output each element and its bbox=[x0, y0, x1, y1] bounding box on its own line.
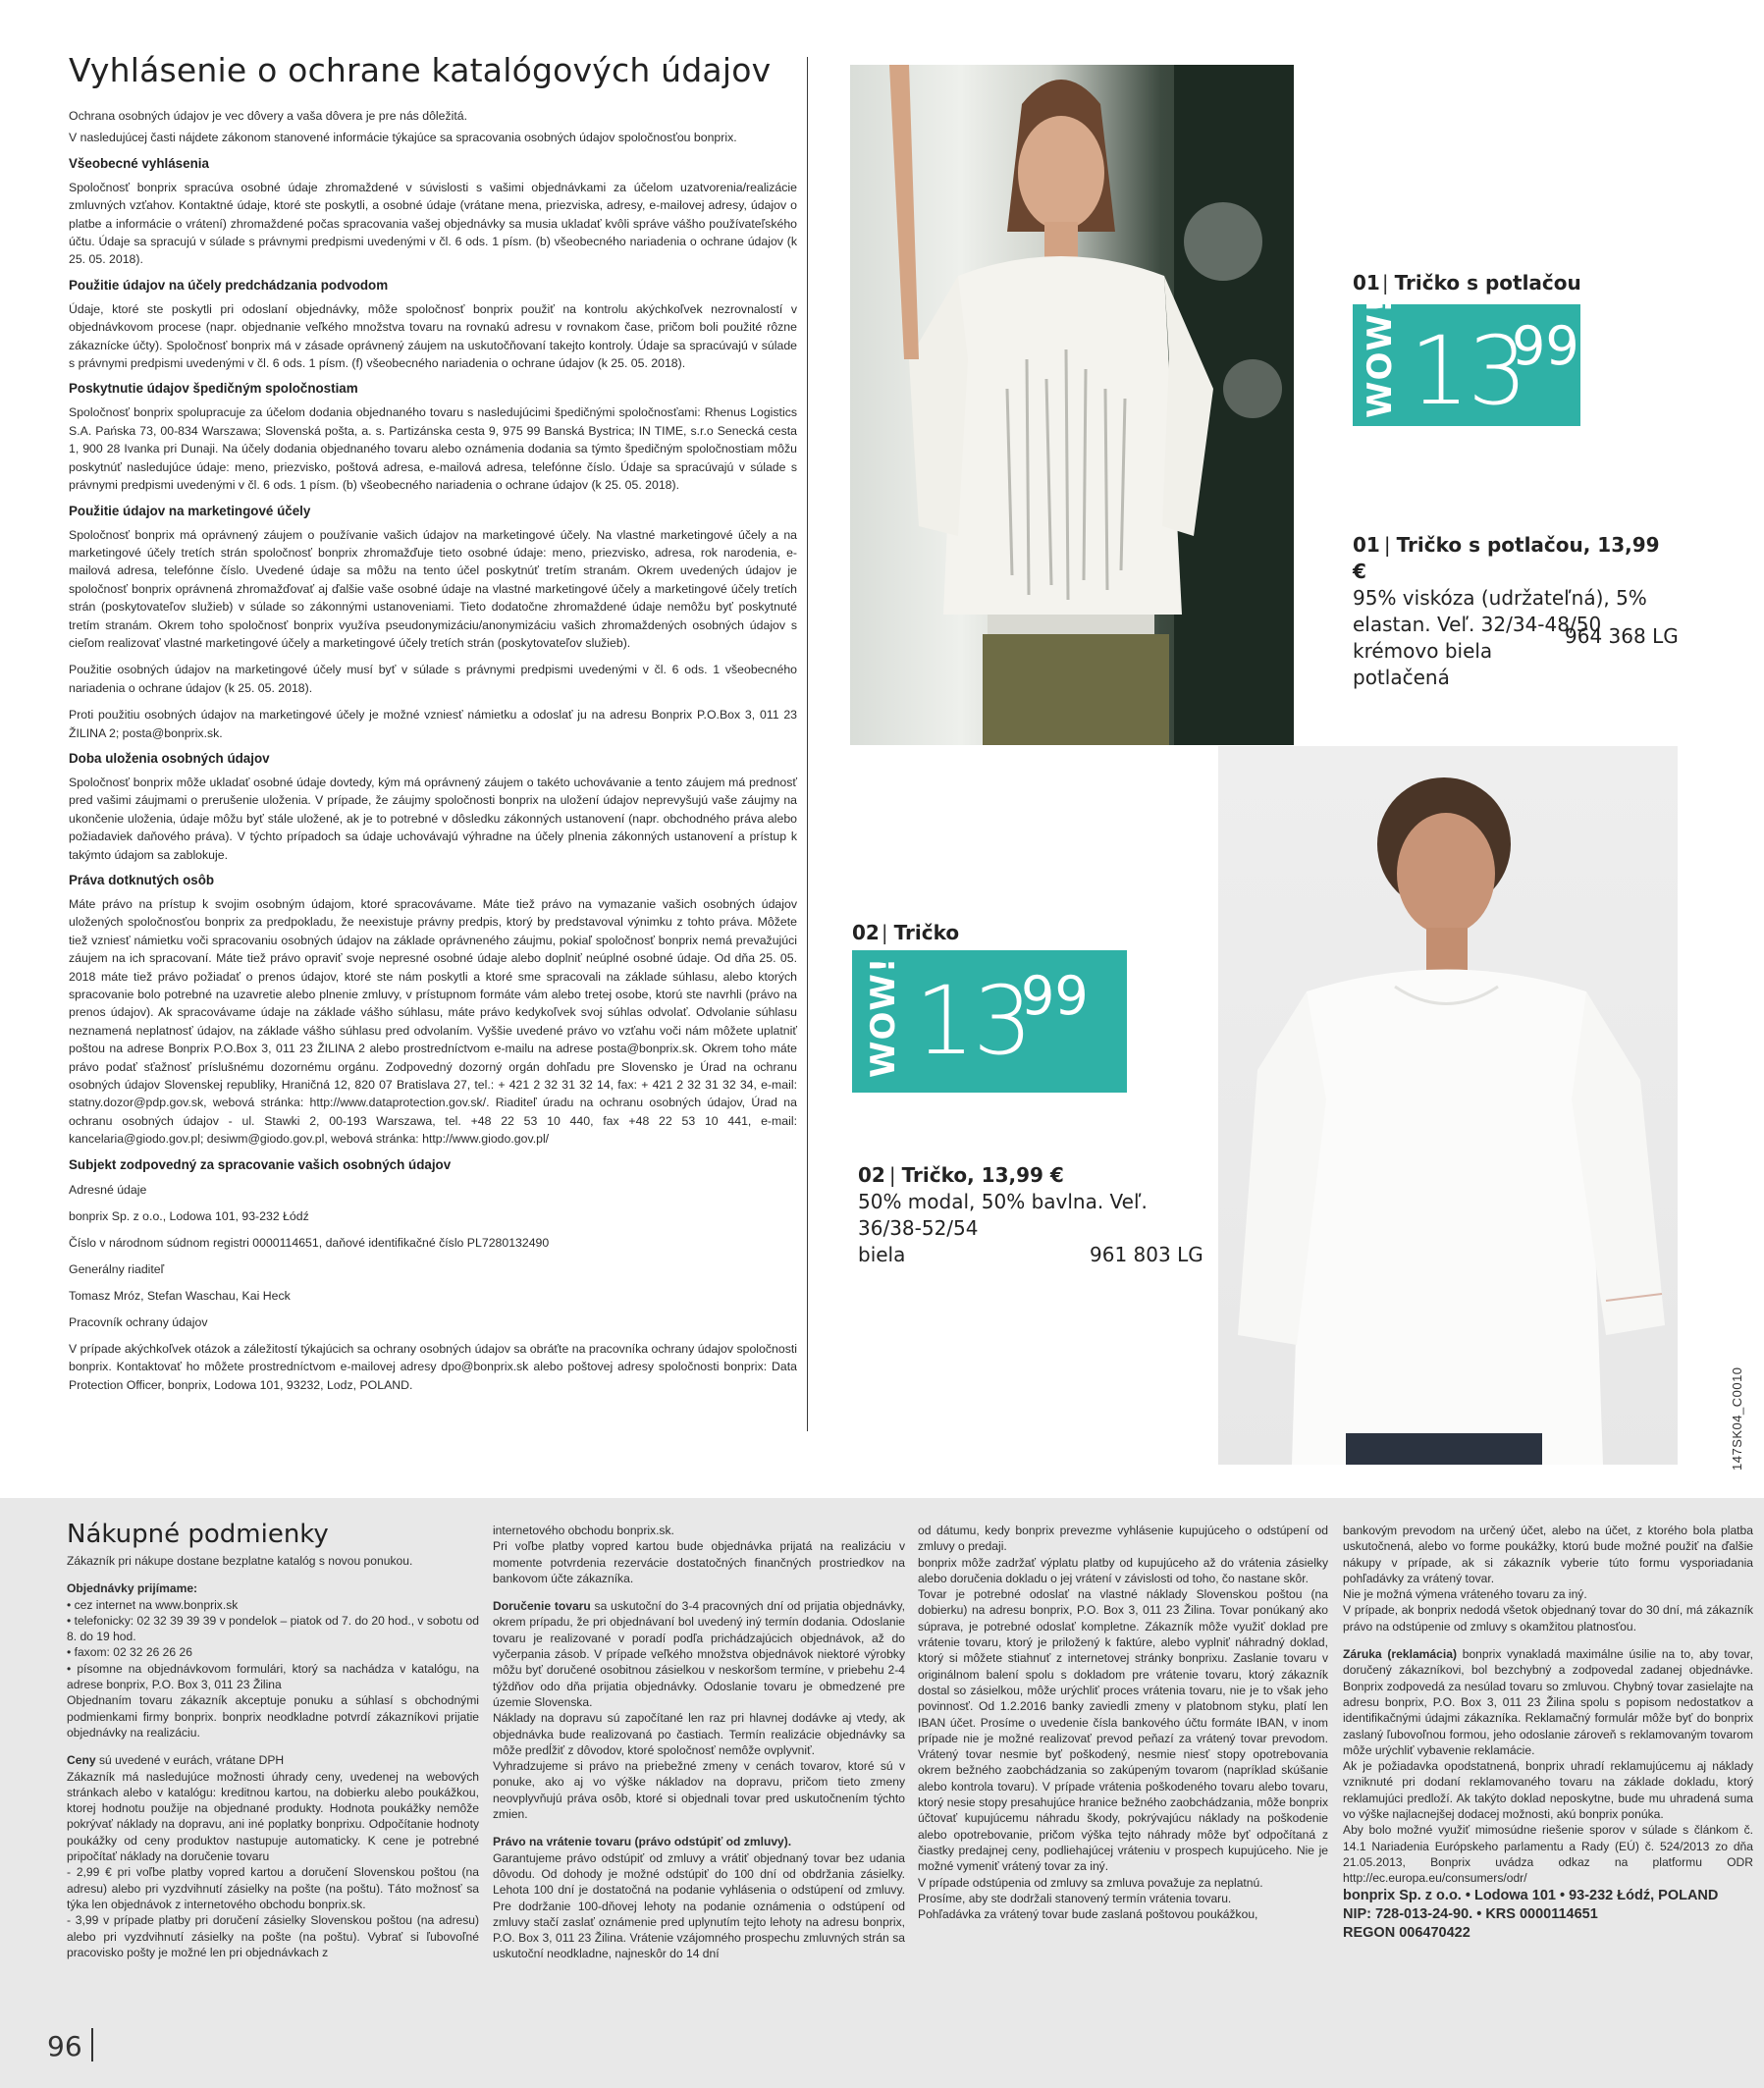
section-text: Spoločnosť bonprix má oprávnený záujem o používanie vašich údajov na marketingové účely. Na vlastné marketingové účely a na marketingové účely tretích strán spoločnosť bonprix zhromažďuje tieto osobné údaje: meno, priezvisko, adresa, rok narodenia, e-mailová adresa, telefónne číslo. Uvedené údaje sa môžu na tento účel poskytnúť tretím stranám. Okrem uvedených údajov je spoločnosť bonprix oprávnená zhromažďovať aj ďalšie vaše osobné údaje na vlastné marketingové účely a marketingové účely tretích strán (poskytovateľov služieb) v súlade so zákonnými ustanoveniami. Tieto dodatočne zhromaždené údaje nemôžu byť poskytnuté tretím stranám. Okrem toho spoločnosť bonprix využíva pseudonymizáciu/anonymizáciu vašich zhromaždených osobných údajov s cieľom realizovať vlastné marketingové účely a marketingové účely tretích strán (poskytovateľov služieb). bbox=[69, 527, 797, 650]
model-illustration-02 bbox=[1218, 746, 1678, 1465]
orders-heading: Objednávky prijímame: bbox=[67, 1581, 198, 1596]
delivery-text: sa uskutoční do 3-4 pracovných dní od prijatia objednávky, okrem prípadu, že pri objednávaní bol uvedený iný termín dodania. Odoslanie tovaru je realizované v poradí podľa prichádzajúcich objednávok, až do vyčerpania zásob. V prípade veľkého množstva objednávok niektoré výrobky môžu byť doručené osobitnou zásielkou v neskoršom termíne, v priebehu 2-4 týždňov odo dňa prijatia objednávky. Odoslanie tovaru je obmedzené pre územie Slovenska. bbox=[493, 1599, 905, 1709]
controller-line: Generálny riaditeľ bbox=[69, 1261, 165, 1276]
conditions-text: - 3,99 v prípade platby pri doručení zásielky Slovenskou poštou (na adresu) alebo pri vyzdvihnutí zásielky na pošte (na poštu). Vybrať si ľubovoľné pracovisko pošty je možné len pri objednávkach z bbox=[67, 1913, 479, 1959]
conditions-text: internetového obchodu bonprix.sk. bbox=[493, 1524, 674, 1537]
privacy-title: Vyhlásenie o ochrane katalógových údajov bbox=[69, 51, 772, 89]
section-heading: Doba uloženia osobných údajov bbox=[69, 750, 270, 766]
page-number-divider bbox=[91, 2028, 93, 2061]
product-code-02: 961 803 LG bbox=[1090, 1243, 1203, 1266]
conditions-text: Pri voľbe platby vopred kartou bude objednávka prijatá na realizáciu v momente potvrdenia rezervácie dostatočných finančných prostriedkov na bankovom účte zákazníka. bbox=[493, 1539, 905, 1585]
price-integer: 13 bbox=[1410, 316, 1526, 426]
price-cents: 99 bbox=[1512, 315, 1579, 377]
section-text: Spoločnosť bonprix spolupracuje za účelom dodania objednaného tovaru s nasledujúcimi špedičnými spoločnosťami: Rhenus Logistics S.A. Pańska 73, 00-834 Warszawa; Slovenská pošta, a. s. Partizánska cesta 9, 975 99 Banská Bystrica; IN TIME, s.r.o Senecká cesta 1, 900 28 Ivanka pri Dunaji. Na účely dodania objednaného tovaru alebo oznámenia dodania sa týmto špedičným spoločnostiam môžu poskytnúť nasledujúce údaje: meno, priezvisko, poštová adresa, e-mailová adresa, telefónne číslo. Údaje sa spracúvajú v súlade s právnymi predpismi uvedenými v čl. 6 ods. 1 písm. (b) všeobecného nariadenia o ochrane údajov (k 25. 05. 2018). bbox=[69, 405, 797, 493]
column-divider bbox=[807, 57, 808, 1431]
description-line: elastan. Veľ. 32/34-48/50 bbox=[1353, 613, 1602, 636]
conditions-text: Pohľadávka za vrátený tovar bude zaslaná poštovou poukážkou, bbox=[918, 1907, 1258, 1922]
company-info-line: bonprix Sp. z o.o. • Lodowa 101 • 93-232 Łódź, POLAND bbox=[1343, 1887, 1719, 1903]
conditions-text: bonprix môže zadržať výplatu platby od kupujúceho až do vrátenia zásielky alebo doručenia dokladu o jej vrátení v závislosti od toho, čo nastane skôr. bbox=[918, 1555, 1328, 1585]
product-photo-01[interactable] bbox=[850, 65, 1294, 745]
controller-line: Tomasz Mróz, Stefan Waschau, Kai Heck bbox=[69, 1288, 291, 1303]
price-badge-02 bbox=[852, 950, 1127, 1093]
privacy-intro-1: Ochrana osobných údajov je vec dôvery a vaša dôvera je pre nás dôležitá. bbox=[69, 109, 468, 123]
section-heading: Všeobecné vyhlásenia bbox=[69, 155, 209, 171]
description-title: Tričko s potlačou, 13,99 € bbox=[1353, 533, 1660, 583]
wow-label: WOW! bbox=[1361, 296, 1400, 418]
description-line: krémovo biela bbox=[1353, 639, 1493, 663]
description-line: 50% modal, 50% bavlna. Veľ. bbox=[858, 1190, 1148, 1213]
privacy-intro-2: V nasledujúcej časti nájdete zákonom stanovené informácie týkajúce sa spracovania osobných údajov spoločnosťou bonprix. bbox=[69, 131, 737, 145]
price-badge-01 bbox=[1353, 296, 1580, 426]
conditions-text: Objednaním tovaru zákazník akceptuje ponuku a súhlasí s obchodnými podmienkami firmy bonprix. bonprix neodkladne potvrdí zákazníkovi prijatie objednávky na realizáciu. bbox=[67, 1693, 479, 1740]
description-line: 95% viskóza (udržateľná), 5% bbox=[1353, 586, 1647, 610]
section-heading: Použitie údajov na marketingové účely bbox=[69, 503, 311, 518]
conditions-text: - 2,99 € pri voľbe platby vopred kartou a doručení Slovenskou poštou (na adresu) alebo pri vyzdvihnutí zásielky na pošte (na poštu). Táto možnosť sa týka len objednávok z internetového obchodu bonprix.sk. bbox=[67, 1865, 479, 1911]
price-cents: 99 bbox=[1021, 965, 1089, 1027]
warranty-heading: Záruka (reklamácia) bbox=[1343, 1647, 1457, 1662]
product-number: 01 bbox=[1353, 271, 1380, 294]
section-text: V prípade akýchkoľvek otázok a záležitostí týkajúcich sa ochrany osobných údajov sa obráťte na pracovníka ochrany údajov spoločnosti bonprix. Kontaktovať ho môžete prostredníctvom e-mailovej adresy dpo@bonprix.sk alebo poštovej adresy spoločnosti bonprix: Data Protection Officer, bonprix, Lodowa 101, 93232, Lodz, POLAND. bbox=[69, 1341, 797, 1392]
order-channel: • telefonicky: 02 32 39 39 39 v pondelok – piatok od 7. do 20 hod., v sobotu od 8. do 19 hod. bbox=[67, 1613, 479, 1644]
conditions-text: od dátumu, kedy bonprix prevezme vyhlásenie kupujúceho o odstúpení od zmluvy o predaji. bbox=[918, 1524, 1328, 1554]
conditions-column-4 bbox=[1343, 1523, 1753, 1943]
page-number: 96 bbox=[47, 2030, 82, 2062]
product-number: 02 bbox=[858, 1163, 885, 1187]
order-channel: • cez internet na www.bonprix.sk bbox=[67, 1597, 239, 1612]
controller-line: Číslo v národnom súdnom registri 0000114651, daňové identifikačné číslo PL7280132490 bbox=[69, 1235, 550, 1250]
controller-line: Adresné údaje bbox=[69, 1182, 147, 1197]
product-description-01: 01 | Tričko s potlačou, 13,99 € 95% viskóza (udržateľná), 5% elastan. Veľ. 32/34-48/50 krémovo biela potlačená bbox=[1353, 532, 1677, 691]
delivery-heading: Doručenie tovaru bbox=[493, 1599, 591, 1614]
conditions-text: V prípade, ak bonprix nedodá všetok objednaný tovar do 30 dní, má zákazník právo na odstúpenie od zmluvy s okamžitou platnosťou. bbox=[1343, 1603, 1753, 1633]
conditions-text: Vyhradzujeme si právo na priebežné zmeny v cenách tovarov, ktoré sú v ponuke, ako aj vo výške nákladov na dopravu, pričom tieto zmeny neovplyvňujú práva osôb, ktoré si objednali tovar pred uskutočnením týchto zmien. bbox=[493, 1759, 905, 1822]
model-illustration-01 bbox=[850, 65, 1294, 745]
catalog-side-code: 147SK04_C0010 bbox=[1730, 1366, 1744, 1471]
description-line: potlačená bbox=[1353, 666, 1450, 689]
section-text: Použitie osobných údajov na marketingové účely musí byť v súlade s právnymi predpismi uvedenými v čl. 6 ods. 1 všeobecného nariadenia o ochrane údajov (k 25. 05. 2018). bbox=[69, 663, 797, 695]
conditions-text: V prípade odstúpenia od zmluvy sa zmluva považuje za neplatnú. bbox=[918, 1875, 1263, 1890]
warranty-text: bonprix vynakladá maximálne úsilie na to, aby tovar, doručený zákazníkovi, bol bezchybný a zodpovedal zadanej objednávke. Bonprix zodpovedá za nesúlad tovaru so zmluvou. Chybný tovar zasielajte na adresu bonprix, P.O. Box 3, 011 23 Žilina spolu s popisom nedostatkov a identifikačnými údajmi zákazníka. Reklamačný formulár môže byť do bonprix zaslaný ľubovoľnou formou, jeho odoslanie zároveň s reklamovaným tovarom môže urýchliť vybavenie reklamácie. bbox=[1343, 1647, 1753, 1757]
order-channel: • písomne na objednávkovom formulári, ktorý sa nachádza v katalógu, na adrese bonprix, P.O. Box 3, 011 23 Žilina bbox=[67, 1661, 479, 1692]
company-info-line: REGON 006470422 bbox=[1343, 1924, 1470, 1941]
description-title: Tričko, 13,99 € bbox=[901, 1163, 1064, 1187]
conditions-column-2 bbox=[493, 1523, 905, 1962]
section-heading: Poskytnutie údajov špedičným spoločnostiam bbox=[69, 381, 358, 397]
description-line: biela bbox=[858, 1243, 906, 1266]
price-integer: 13 bbox=[915, 966, 1032, 1076]
conditions-title: Nákupné podmienky bbox=[67, 1520, 329, 1549]
controller-line: bonprix Sp. z o.o., Lodowa 101, 93-232 Łódź bbox=[69, 1208, 309, 1223]
section-text: Spoločnosť bonprix spracúva osobné údaje zhromaždené v súvislosti s vašimi objednávkami za účelom uzatvorenia/realizácie zmluvných vzťahov. Kontaktné údaje, ktoré ste poskytli, a osobné údaje (vrátane mena, priezviska, adresy, e-mailovej adresy, údajov o platbe a informácie o vrátení) zhromaždené počas spracovania vašej objednávky sa musia ukladať kvôli správe vášho používateľského účtu. Údaje sa spracujú v súlade s právnymi predpismi uvedenými v čl. 6 ods. 1 písm. (b) všeobecného nariadenia o ochrane údajov (k 25. 05. 2018). bbox=[69, 180, 797, 267]
wow-label: WOW! bbox=[864, 956, 903, 1078]
product-title-02: 02 | Tričko bbox=[852, 921, 960, 944]
section-text: Máte právo na prístup k svojim osobným údajom, ktoré spracovávame. Máte tiež právo na vymazanie vašich osobných údajov uložených spoločnosťou bonprix za predpokladu, že neexistuje právny predpis, ktorý by predstavoval výnimku z tohto práva. Môžete tiež vzniesť námietku voči spracovaniu osobných údajov na základe oprávneného záujmu, pokiaľ spoločnosť bonprix nemá prevažujúci záujem na ich spracovaní. Máte tiež právo opraviť svoje nepresné osobné údaje alebo doplniť neúplné osobné údaje. Od dňa 25. 05. 2018 máte tiež právo požiadať o prenos údajov, ktoré ste nám poskytli a ktoré sme spracovali na základe súhlasu, alebo ktorých spracovanie bolo potrebné na uzavretie alebo plnenie zmluvy, v prístupnom formáte vám alebo tretej osobe, ktorú ste navrhli (právo na prenos údajov). Ak spracovávame údaje na základe vášho súhlasu, máte právo kedykoľvek svoj súhlas odvolať. Odvolanie súhlasu neznamená neplatnosť údajov, na základe vášho súhlasu pred odvolaním. Vyššie uvedené právo vo vzťahu voči nám môžete uplatniť poštou na adrese Bonprix P.O.Box 3, 011 23 ŽILINA 2 alebo prostredníctvom e-mailu na adrese posta@bonprix.sk. Okrem toho máte právo podať sťažnosť príslušnému dozornému orgánu. Zodpovedný dozorný orgán dohľadu pre Slovensko je Úrad na ochranu osobných údajov Slovenskej republiky, Hraničná 12, 820 07 Bratislava 27, tel.: + 421 2 32 31 32 14, fax: + 421 2 32 31 32 34, e-mail: statny.dozor@pdp.gov.sk, webová stránka: http://www.dataprotection.gov.sk/. Riaditeľ úradu na ochranu osobných údajov, Úrad na ochranu osobných údajov - ul. Stawki 2, 00-193 Warszawa, tel. +48 22 53 10 440, fax +48 22 53 10 441, e-mail: kancelaria@giodo.gov.pl; desiwm@giodo.gov.pl, webová stránka: http://www.giodo.gov.pl/ bbox=[69, 897, 797, 1147]
returns-heading: Právo na vrátenie tovaru (právo odstúpiť od zmluvy). bbox=[493, 1835, 792, 1849]
product-name: Tričko bbox=[893, 921, 960, 944]
conditions-text: Aby bolo možné využiť mimosúdne riešenie sporov v súlade s článkom č. 14.1 Nariadenia Európskeho parlamentu a Rady (EÚ) č. 524/2013 zo dňa 21.05.2013, Bonprix uvádza odkaz na platformu ODR http://ec.europa.eu/consumers/odr/ bbox=[1343, 1823, 1753, 1886]
product-code-01: 964 368 LG bbox=[1565, 624, 1679, 648]
prices-heading: Ceny bbox=[67, 1753, 96, 1768]
privacy-statement bbox=[69, 51, 797, 1403]
section-text: Proti použitiu osobných údajov na marketingové účely je možné vzniesť námietku a odoslať ju na adresu Bonprix P.O.Box 3, 011 23 ŽILINA 2; posta@bonprix.sk. bbox=[69, 708, 797, 740]
conditions-text: bankovým prevodom na určený účet, alebo na účet, z ktorého bola platba uskutočnená, alebo vo forme poukážky, ktorú bude možné použiť na ďalšie nákupy v prípade, ak si zákazník vyberie túto formu vysporiadania pohľadávky za vrátený tovar. bbox=[1343, 1524, 1753, 1585]
conditions-subtitle: Zákazník pri nákupe dostane bezplatne katalóg s novou ponukou. bbox=[67, 1554, 413, 1568]
description-line: 36/38-52/54 bbox=[858, 1216, 979, 1240]
conditions-column-1 bbox=[67, 1553, 479, 1960]
section-text: Spoločnosť bonprix môže ukladať osobné údaje dovtedy, kým má oprávnený záujem o takéto uchovávanie a tento záujem má prednosť pred vašimi záujmami o prerušenie uloženia. V prípade, že záujmy spoločnosti bonprix na uložení údajov neprevyšujú vaše záujmy na ukončenie uloženia, údaje môžu byť stále uložené, ak je to potrebné v dôsledku zákonných ustanovení (napr. obchodného práva alebo požiadaviek daňového práva). V týchto prípadoch sa údaje uchovávajú výhradne na účely plnenia zákonných ustanovení a prístup k takýmto údajom sa zablokuje. bbox=[69, 775, 797, 862]
product-description-02: 02 | Tričko, 13,99 € 50% modal, 50% bavlna. Veľ. 36/38-52/54 biela bbox=[858, 1162, 1192, 1268]
product-name: Tričko s potlačou bbox=[1394, 271, 1581, 294]
conditions-text: Tovar je potrebné odoslať na vlastné náklady Slovenskou poštou (na dobierku) na adresu bonprix, P.O. Box 3, 011 23 Žilina. Tovar ponúkaný ako súprava, je potrebné odoslať kompletne. Zákazník môže využiť doklad pre vrátenie tovaru, ktorý je priložený k faktúre, alebo vyplniť náhradný doklad, ktorý si môžete stiahnuť z internetovej stránky bonprixu. Zaslanie tovaru v originálnom balení spolu s dokladom pre vrátenie tovaru, ktorý zákazník dostal so zásielkou, môže urýchliť proces vrátenia tovaru, nie je to však jeho povinnosť. Od 1.2.2016 banky zaviedli zmeny v platobnom styku, platí len IBAN účet. Prosíme o uvedenie čísla bankového účtu formáte IBAN, v inom prípade nie je možné realizovať prevod peňazí za vrátený tovar prevodom. Vrátený tovar nesmie byť poškodený, nesmie niesť stopy opotrebovania okrem bežného zaobchádzania so zakúpeným tovarom (napríklad skúšanie alebo kontrola tovaru). V prípade vrátenia poškodeného tovaru alebo tovaru, ktorý nesie stopy presahujúce hranice bežného zaobchádzania, môže bonprix účtovať kupujúcemu náhradu škody, pokrývajúcu náklady na poškodenie alebo opotrebovanie, pričom výška tejto náhrady môže byť odpočítaná z čiastky predajnej ceny, podliehajúcej vráteniu v prospech kupujúceho. Nie je možné vymeniť vrátený tovar za iný. bbox=[918, 1587, 1328, 1874]
conditions-text: Prosíme, aby ste dodržali stanovený termín vrátenia tovaru. bbox=[918, 1891, 1232, 1905]
conditions-text: Ak je požiadavka opodstatnená, bonprix uhradí reklamujúcemu aj náklady vzniknuté pri dodaní reklamovaného tovaru na základe dokladu, ktorý reklamujúci predloží. Ak takýto doklad neposkytne, bude mu uhradená suma vo výške najlacnejšej dodacej možnosti, akú bonprix ponúka. bbox=[1343, 1759, 1753, 1822]
product-photo-02[interactable] bbox=[1218, 746, 1678, 1465]
prices-text: sú uvedené v eurách, vrátane DPH bbox=[95, 1753, 285, 1768]
conditions-text: Nie je možná výmena vráteného tovaru za iný. bbox=[1343, 1587, 1587, 1602]
section-heading: Práva dotknutých osôb bbox=[69, 873, 215, 887]
conditions-text: Náklady na dopravu sú započítané len raz pri hlavnej dodávke aj vtedy, ak objednávka bude realizovaná po častiach. Termín realizácie objednávky sa môže predĺžiť z dôvodov, ktoré spoločnosť nemôže ovplyvniť. bbox=[493, 1711, 905, 1757]
product-number: 02 bbox=[852, 921, 880, 944]
conditions-column-3 bbox=[918, 1523, 1328, 1922]
section-heading: Použitie údajov na účely predchádzania podvodom bbox=[69, 277, 389, 293]
product-title-01: 01 | Tričko s potlačou bbox=[1353, 271, 1581, 294]
conditions-text: Zákazník má nasledujúce možnosti úhrady ceny, uvedenej na webových stránkach alebo v katalógu: kreditnou kartou, na dobierku alebo poukážkou, ktorej hodnotu použije na objednané produkty. Hodnota poukážky nemôže pokrývať náklady na dopravu, ani iné poplatky bonprixu. Odpočítanie hodnoty poukážky od ceny produktov nastupuje automaticky. K cene je potrebné pripočítať náklady na doručenie tovaru bbox=[67, 1769, 479, 1864]
product-number: 01 bbox=[1353, 533, 1380, 557]
controller-line: Pracovník ochrany údajov bbox=[69, 1314, 208, 1329]
company-info-line: NIP: 728-013-24-90. • KRS 0000114651 bbox=[1343, 1905, 1598, 1922]
section-text: Údaje, ktoré ste poskytli pri odoslaní objednávky, môže spoločnosť bonprix použiť na kontrolu akýchkoľvek nezrovnalostí v objednávkovom procese (napr. objednanie veľkého množstva tovaru na rovnakú adresu v rovnakom čase, pričom boli použité rôzne zákaznícke účty). Spoločnosť bonprix má v zásade oprávnený záujem na uskutočňovaní takejto kontroly. Údaje sa spracúvajú v súlade s právnymi predpismi uvedenými v čl. 6 ods. 1 písm. (f) všeobecného nariadenia o ochrane údajov (k 25. 05. 2018). bbox=[69, 301, 797, 371]
section-heading: Subjekt zodpovedný za spracovanie vašich osobných údajov bbox=[69, 1156, 452, 1172]
order-channel: • faxom: 02 32 26 26 26 bbox=[67, 1645, 192, 1660]
conditions-text: Garantujeme právo odstúpiť od zmluvy a vrátiť objednaný tovar bez udania dôvodu. Od dohody je možné odstúpiť do 100 dní od obdržania zásielky. Lehota 100 dní je dostatočná na podanie vyhlásenia o odstúpení od zmluvy. Pre dodržanie 100-dňovej lehoty na podanie oznámenia o odstúpení od zmluvy stačí zaslať oznámenie pred uplynutím tejto lehoty na adresu bonprix, P.O. Box 3, 011 23 Žilina. Vrátenie vzájomného prospechu zmluvných strán sa uskutoční neodkladne, najneskôr do 14 dní bbox=[493, 1850, 905, 1961]
